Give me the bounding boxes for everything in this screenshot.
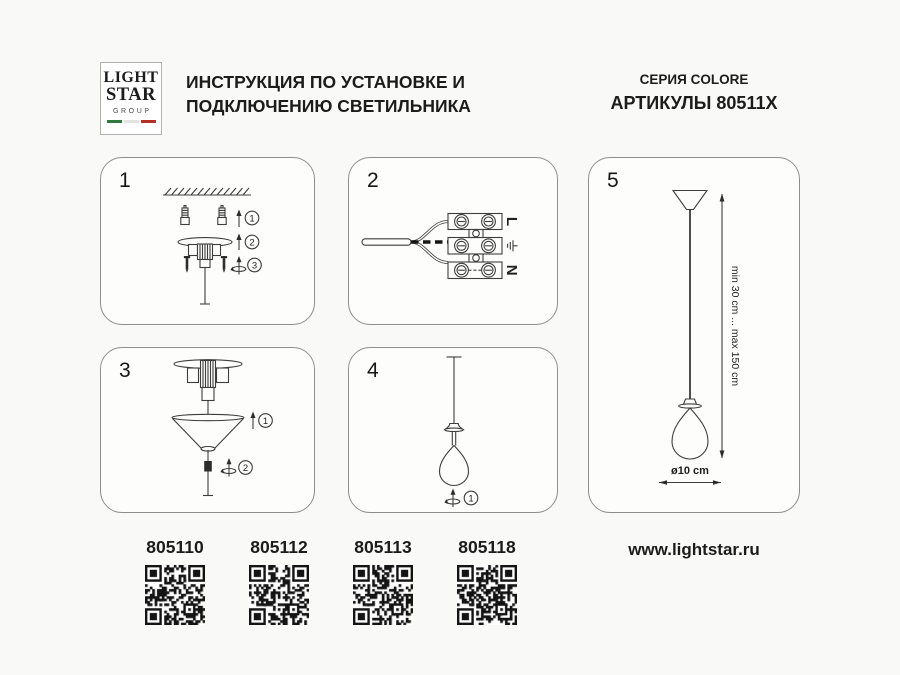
article-code: 805113 (354, 537, 412, 557)
articles-label: АРТИКУЛЫ 80511X (610, 93, 778, 113)
article-column (328, 537, 438, 630)
wall-anchor-icon (181, 206, 189, 225)
cone-shade-drawing (172, 414, 244, 451)
socket-cover-drawing (445, 424, 463, 446)
step-panel-4 (348, 347, 558, 513)
screwdriver-turn-icon (444, 489, 459, 508)
svg-text:1: 1 (468, 493, 474, 505)
series-header (588, 72, 800, 114)
step-panel-3 (100, 347, 315, 513)
svg-text:2: 2 (242, 462, 249, 474)
qr-code (353, 565, 413, 625)
qr-code (457, 565, 517, 625)
neutral-wire-label: N (503, 264, 520, 276)
up-arrow-icon (251, 412, 256, 430)
article-column (120, 537, 230, 630)
qr-code (249, 565, 309, 625)
svg-text:1: 1 (249, 213, 255, 225)
diameter-dimension-line (659, 480, 721, 485)
wall-anchor-icon (218, 206, 226, 225)
step-panel-2 (348, 157, 558, 325)
screw-icon (184, 256, 190, 273)
svg-text:3: 3 (251, 260, 258, 272)
callout-1 (245, 211, 259, 225)
height-dimension-line (720, 194, 725, 459)
suspension-cord (447, 357, 462, 424)
page-title (186, 70, 526, 118)
title-line-2: ПОДКЛЮЧЕНИЮ СВЕТИЛЬНИКА (186, 96, 471, 116)
screw-icon (221, 256, 227, 273)
assembled-pendant-drawing (589, 158, 801, 514)
diameter-label: ø10 cm (671, 465, 709, 477)
article-column (432, 537, 542, 630)
series-label: СЕРИЯ COLORE (639, 72, 749, 87)
step-number: 5 (607, 169, 619, 192)
callout-3 (248, 258, 262, 272)
drop-shade-glass (672, 408, 708, 459)
step-panel-1 (100, 157, 315, 325)
article-code: 805110 (146, 537, 204, 557)
callout-2 (245, 235, 259, 249)
suspension-cord (203, 472, 213, 496)
article-code: 805118 (458, 537, 516, 557)
step-number: 3 (119, 359, 131, 382)
screwdriver-turn-icon (230, 256, 245, 275)
svg-text:2: 2 (249, 237, 255, 249)
terminal-block (448, 214, 502, 279)
step-number: 1 (119, 169, 131, 192)
callout-1 (259, 414, 273, 428)
svg-text:1: 1 (262, 415, 269, 427)
screwdriver-turn-icon (220, 458, 235, 477)
article-code: 805112 (250, 537, 308, 557)
cord-lock-block (204, 461, 212, 472)
italian-flag-icon (101, 120, 161, 124)
ceiling-hatch (163, 188, 251, 195)
drop-shade-drawing (349, 348, 559, 514)
cone-assembly-drawing (101, 348, 316, 514)
up-arrow-icon (236, 210, 241, 228)
terminal-wiring-drawing (349, 158, 559, 326)
height-range-label: min 30 cm ... max 150 cm (729, 265, 741, 387)
flag-green-stripe (107, 120, 122, 124)
website-url: www.lightstar.ru (628, 540, 760, 559)
flag-red-stripe (141, 120, 156, 124)
flag-white-stripe (124, 120, 139, 124)
step-panel-5 (588, 157, 800, 513)
live-wire-label: L (503, 216, 520, 227)
article-column (224, 537, 334, 630)
drop-shade-glass (440, 446, 469, 486)
ceiling-canopy-drawing (174, 360, 242, 401)
shade-collar (679, 399, 702, 408)
step-number: 2 (367, 169, 379, 192)
lightstar-logo (100, 62, 162, 135)
qr-code (145, 565, 205, 625)
title-line-1: ИНСТРУКЦИЯ ПО УСТАНОВКЕ И (186, 72, 465, 92)
logo-text-group: GROUP (112, 107, 152, 115)
callout-1 (464, 491, 478, 505)
logo-text-star: STAR (106, 85, 156, 105)
power-cable (362, 222, 448, 263)
suspension-cord (200, 268, 210, 305)
logo-text-light: LIGHT (103, 69, 159, 86)
ceiling-mounting-drawing (101, 158, 316, 326)
callout-2 (239, 461, 253, 475)
earth-ground-icon (508, 240, 518, 251)
cone-canopy (673, 191, 707, 210)
step-number: 4 (367, 359, 379, 382)
up-arrow-icon (236, 234, 241, 251)
